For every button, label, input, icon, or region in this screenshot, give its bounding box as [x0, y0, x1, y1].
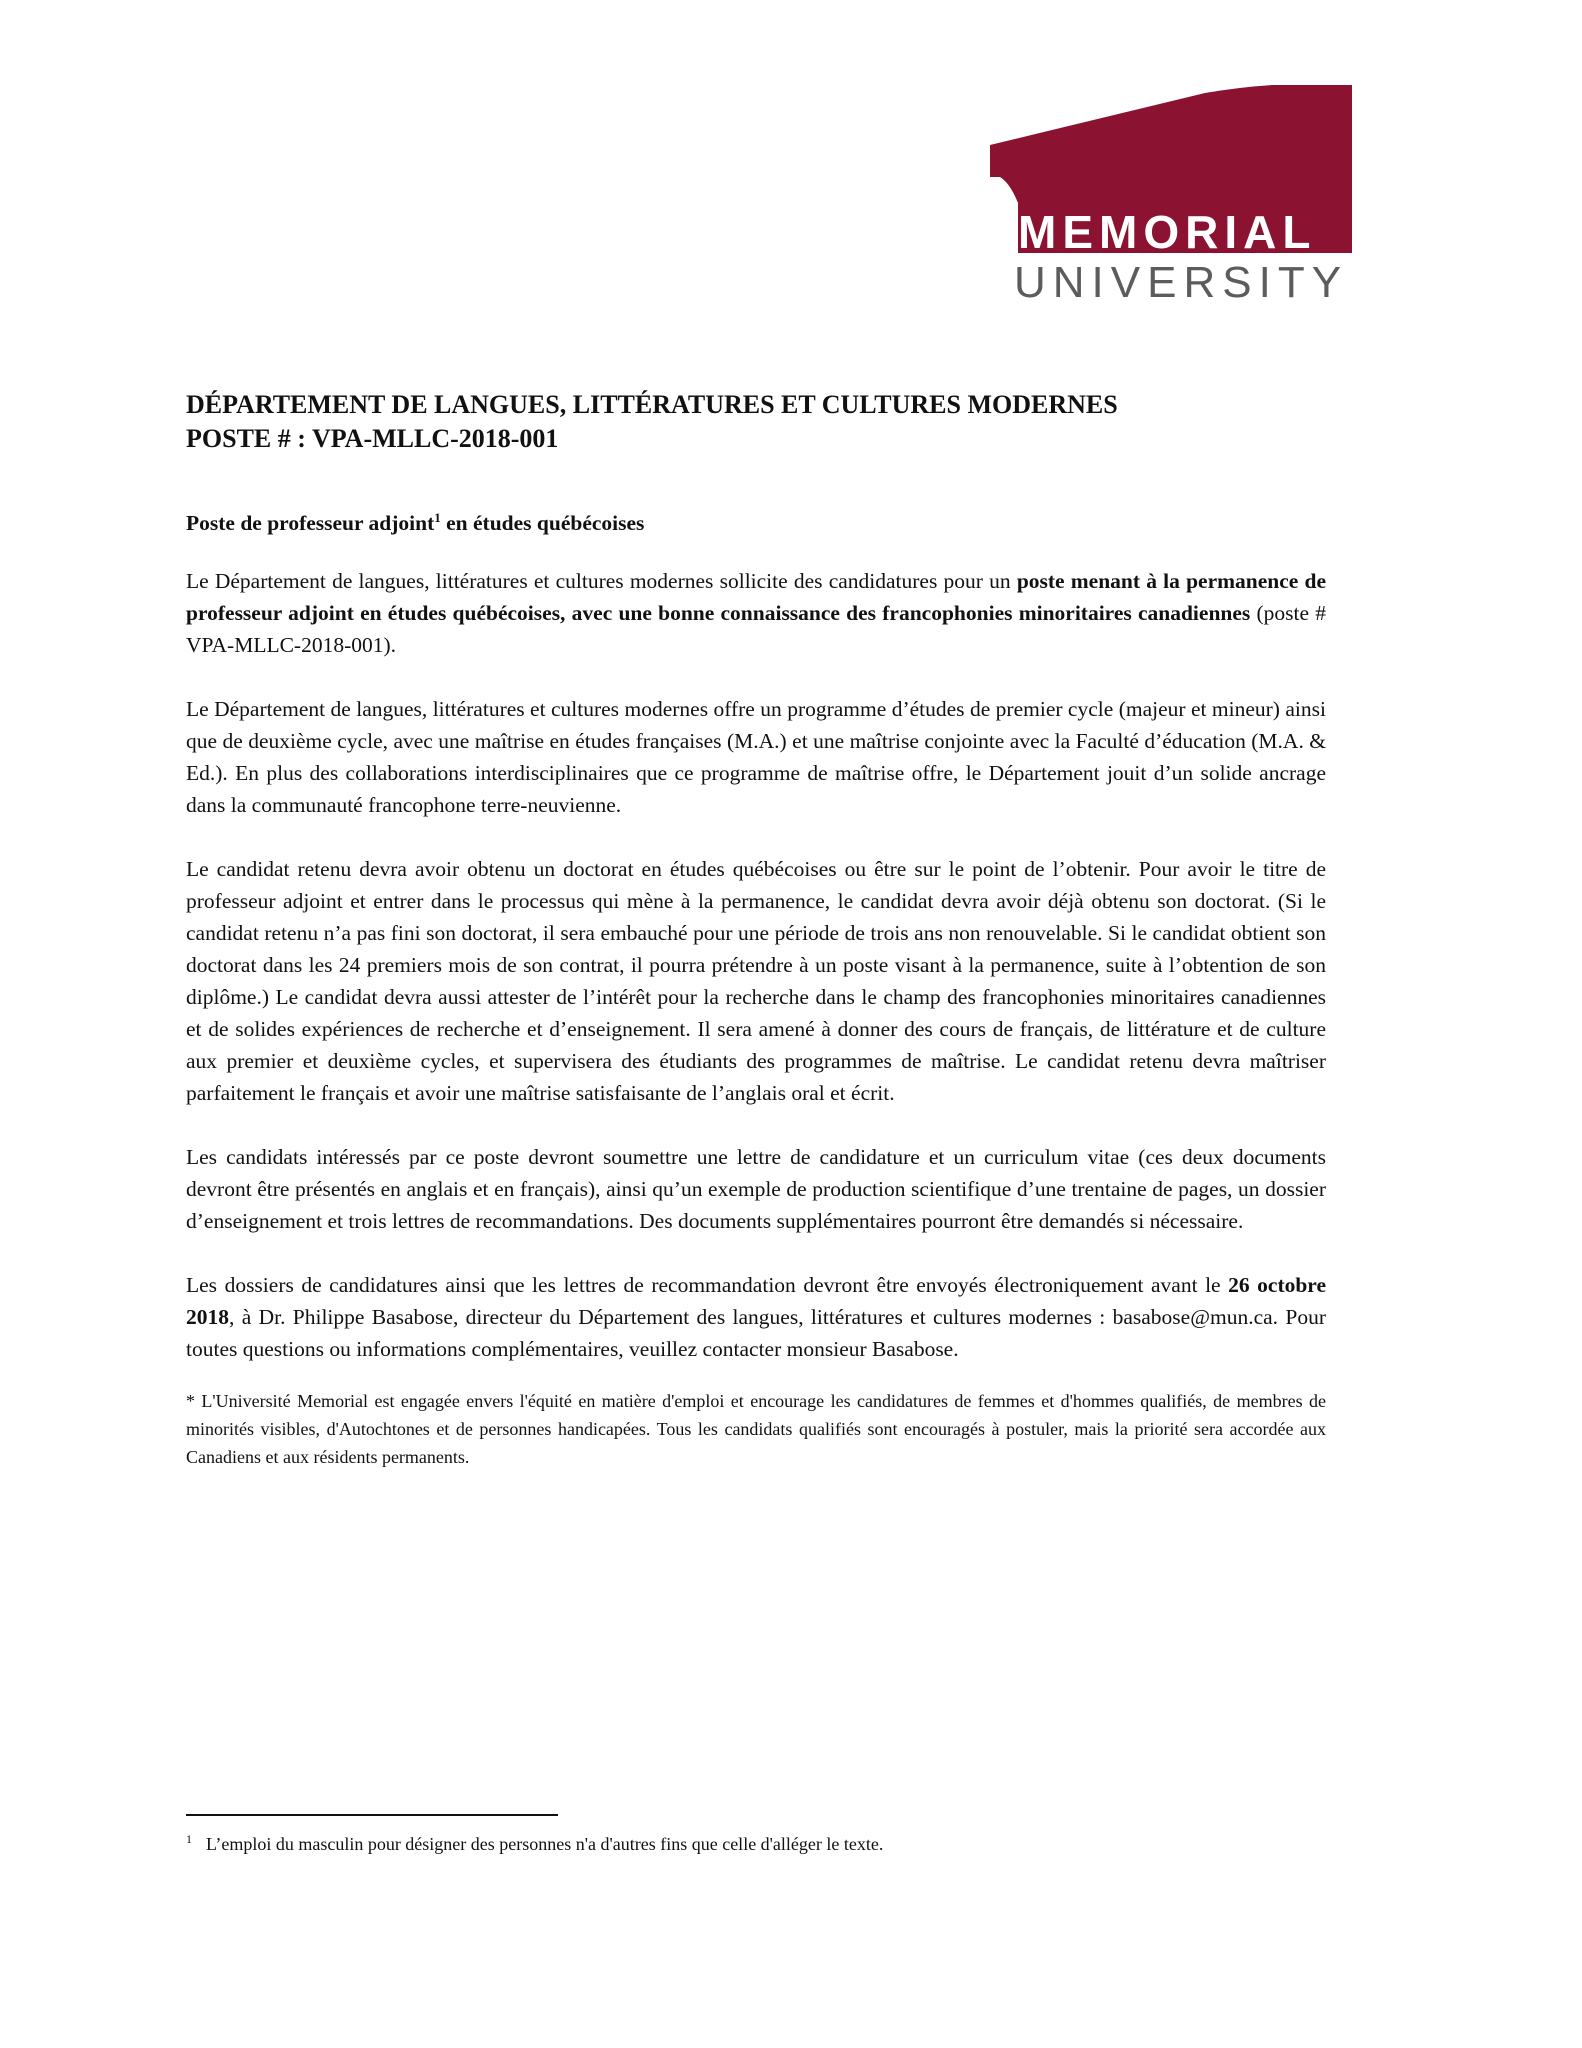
- section-title: [186, 508, 1326, 538]
- section-title-rest: en études québécoises: [440, 511, 645, 535]
- paragraph-intro-start: Le Département de langues, littératures et cultures modernes sollicite des candidatures pour un: [186, 569, 1017, 593]
- paragraph-deadline-start: Les dossiers de candidatures ainsi que les lettres de recommandation devront être envoyés électroniquement avant le: [186, 1273, 1229, 1297]
- paragraph-deadline: [186, 1269, 1326, 1365]
- section-title-text: Poste de professeur adjoint: [186, 511, 435, 535]
- footnote-reference: 1: [434, 509, 441, 525]
- logo-word-university: UNIVERSITY: [1014, 258, 1349, 307]
- paragraph-intro-bold: poste menant à la permanence de professeur adjoint en études québécoises, avec une bonne connaissance des francophonies minoritaires canadiennes: [186, 569, 1327, 625]
- paragraph-requirements: Le candidat retenu devra avoir obtenu un doctorat en études québécoises ou être sur le point de l’obtenir. Pour avoir le titre de professeur adjoint et entrer dans le processus qui mène à la permanence, le candidat devra avoir déjà obtenu son doctorat. (Si le candidat retenu n’a pas fini son doctorat, il sera embauché pour une période de trois ans non renouvelable. Si le candidat obtient son doctorat dans les 24 premiers mois de son contrat, il pourra prétendre à un poste visant à la permanence, suite à l’obtention de son diplôme.) Le candidat devra aussi attester de l’intérêt pour la recherche dans le champ des francophonies minoritaires canadiennes et de solides expériences de recherche et d’enseignement. Il sera amené à donner des cours de français, de littérature et de culture aux premier et deuxième cycles, et supervisera des étudiants des programmes de maîtrise. Le candidat retenu devra maîtriser parfaitement le français et avoir une maîtrise satisfaisante de l’anglais oral et écrit.: [186, 857, 1326, 1105]
- logo-word-memorial: MEMORIAL: [1018, 206, 1317, 258]
- paragraph-intro-end: (poste # VPA-MLLC-2018-001).: [186, 601, 1326, 657]
- paragraph-department: Le Département de langues, littératures et cultures modernes offre un programme d’études de premier cycle (majeur et mineur) ainsi que de deuxième cycle, avec une maîtrise en études françaises (M.A.) et une maîtrise conjointe avec la Faculté d’éducation (M.A. & Ed.). En plus des collaborations interdisciplinaires que ce programme de maîtrise offre, le Département jouit d’un solide ancrage dans la communauté francophone terre-neuvienne.: [186, 697, 1326, 817]
- deadline-date: 26 octobre 2018: [186, 1273, 1327, 1329]
- memorial-university-logo: [990, 85, 1360, 315]
- paragraph-application: Les candidats intéressés par ce poste devront soumettre une lettre de candidature et un curriculum vitae (ces deux documents devront être présentés en anglais et en français), ainsi qu’un exemple de production scientifique d’une trentaine de pages, un dossier d’enseignement et trois lettres de recommandations. Des documents supplémentaires pourront être demandés si nécessaire.: [186, 1145, 1326, 1233]
- equity-note: * L'Université Memorial est engagée envers l'équité en matière d'emploi et encourage les candidatures de femmes et d'hommes qualifiés, de membres de minorités visibles, d'Autochtones et de personnes handicapées. Tous les candidats qualifiés sont encouragés à postuler, mais la priorité sera accordée aux Canadiens et aux résidents permanents.: [186, 1391, 1326, 1467]
- paragraph-intro: [186, 565, 1326, 661]
- department-heading: DÉPARTEMENT DE LANGUES, LITTÉRATURES ET CULTURES MODERNES: [186, 390, 1118, 419]
- footnote: [186, 1825, 1326, 1858]
- document-body: [186, 388, 1326, 1471]
- footnote-text: L’emploi du masculin pour désigner des personnes n'a d'autres fins que celle d'alléger le texte.: [206, 1834, 884, 1854]
- paragraph-deadline-end: , à Dr. Philippe Basabose, directeur du Département des langues, littératures et cultures modernes : basabose@mun.ca. Pour toutes questions ou informations complémentaires, veuillez contacter monsieur Basabose.: [186, 1305, 1326, 1361]
- footnote-mark: 1: [186, 1832, 192, 1846]
- poste-number: POSTE # : VPA-MLLC-2018-001: [186, 424, 559, 453]
- footnote-divider: [186, 1814, 558, 1816]
